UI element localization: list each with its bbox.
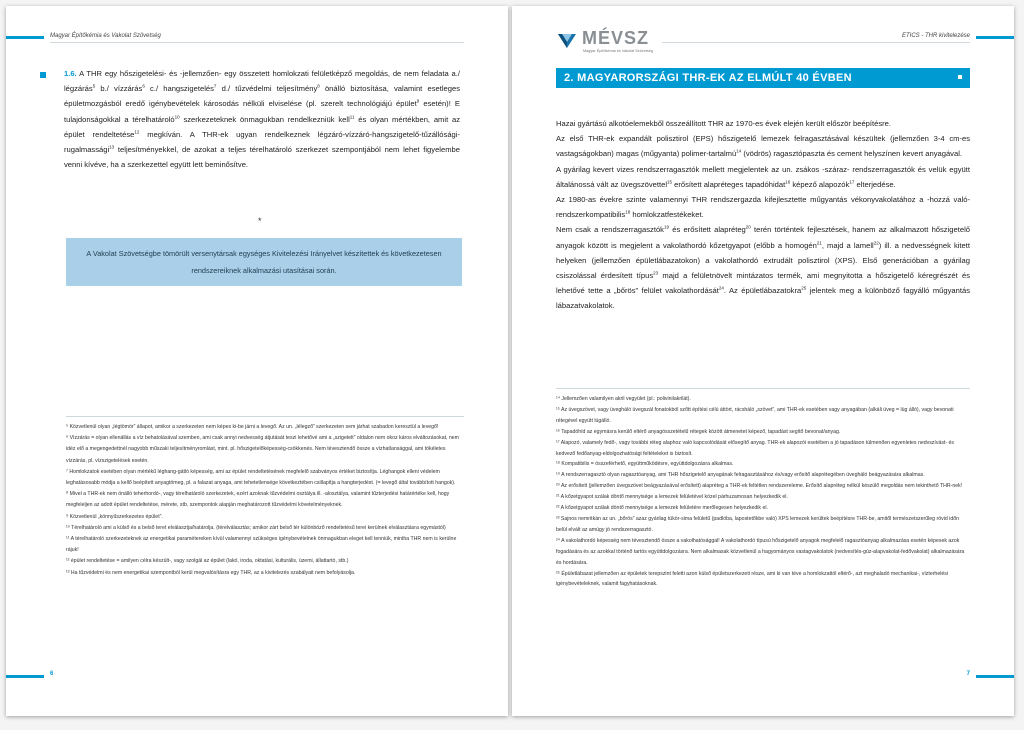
footnote-ref: 11 <box>349 114 355 120</box>
footnote: ¹⁸ Kompatibilis = összeférhető, együttműködésre, együttdolgozásra alkalmas. <box>556 461 734 468</box>
text-run: c./ hangszigetelés <box>144 84 214 94</box>
text-run: (vödrös) ragasztópaszta és cement helyszínen kevert anyagával. <box>741 149 963 159</box>
header-accent-bar <box>6 36 44 39</box>
paragraph-marker-icon <box>40 72 46 78</box>
right-body-text <box>556 116 970 314</box>
footnote: ²⁴ A vakolathordó képesség nem tévesztendő össze a vakolhatósággal! A vakolathordó típusú hőszigetelő anyagok megfelelő ragasztóanyag alkalmazása esetén képesek azok fogadására és az azokkal történő tartós együttdolgozásra. Nem alkalmasak közvetlenül a hagyományos vastagvakolatok (nedvesítés-gúz-alapvakolat-fedővakolat) alkalmazására és hordására. <box>556 537 965 566</box>
text-run: majd a felületnövelt mintázatos termék, ami megnyitotta a hőszigetelő kéregrészét és lehetővé tette a „bőrös” felület vakolathordását <box>556 271 970 296</box>
text-run: Az 1980-as évekre szinte valamennyi THR rendszergazda kifejlesztette műgyantás vékonyvakolatához a -hozzá való- rendszerkompatibilis <box>556 195 970 220</box>
footnote-divider <box>66 416 464 417</box>
footnote-ref: 24 <box>718 285 724 291</box>
footnote: ¹⁰ Térelhatároló ami a külső és a belső teret elválasztja/határolja. (térelválasztás; amikor zárt belső tér különböző rendeltetésű terei kerülnek elválasztásra egymástól) <box>66 524 446 531</box>
footnote-ref: 19 <box>663 224 669 230</box>
footnote-ref: 18 <box>625 209 631 215</box>
text-run: jelentek meg a különböző fagyálló műgyantás lábazatvakolatok. <box>556 286 970 311</box>
text-run: b./ vízzárás <box>95 84 143 94</box>
section-title-text: 2. MAGYARORSZÁGI THR-EK AZ ELMÚLT 40 ÉVBEN <box>564 72 852 84</box>
section-title <box>556 68 970 88</box>
footnote-ref: 7 <box>213 83 217 89</box>
footnote-divider <box>556 388 970 389</box>
right-header-title: ETICS - THR kivitelezése <box>901 33 970 39</box>
text-run: ) ill. a nedvességnek kitett helyeken (jellemzően épületlábazatokon) a vakolathordó extrudált polisztirol (XPS). Első generációban a gyárilag csiszolással érdesített típus <box>556 240 970 281</box>
text-run: terén történtek fejlesztések, hanem az alkalmazott hőszigetelő anyagok között is megjelent a vakolathordó kőzetgyapot (előbb a homogén <box>556 225 970 250</box>
body-paragraph <box>556 116 970 131</box>
footnote-ref: 15 <box>667 179 673 185</box>
footnote: ²² A kőzetgyapot szálak döntő mennyisége a lemezek felületére merőlegesen helyezkedik el. <box>556 505 768 512</box>
footnote: ⁹ Közvetlenül „könnyűszerkezetes épület”. <box>66 513 163 520</box>
footnote: ⁸ Mivel a THR-ek nem önálló teherhordó-, vagy térelhatároló szerkezetek, ezért azoknak tűzvédelmi osztálya ill. -alosztálya, valamint tűzterjedési határértéke kell, hogy megfeleljen az adott épület rendeltetése, mérete, stb. szempontok alapján meghatározott tűzvédelmi követelményeknek. <box>66 491 450 509</box>
footnote: ¹⁹ A rendszerragasztó olyan ragasztóanyag, ami THR hőszigetelő anyagának felragasztásához és/vagy erősítő alaprétegében üvegháló beágyazására alkalmas. <box>556 472 925 479</box>
text-run: A THR egy hőszigetelési- és -jellemzően- egy összetett homlokzati felületképző megoldás, de nem feladata a./ légzárás <box>64 69 460 94</box>
text-run: d./ tűzvédelmi teljesítmény <box>216 84 318 94</box>
footnote-ref: 9 <box>416 98 420 104</box>
left-header-title: Magyar Építőkémia és Vakolat Szövetség <box>50 33 161 39</box>
left-page <box>6 6 508 716</box>
footnote: ⁵ Közvetlenül olyan „légtömör” állapot, amikor a szerkezeten nem képes ki-be járni a levegő. Az un. „lélegző” szerkezeten sem járhat szabadon keresztül a levegő! <box>66 424 439 430</box>
text-run: . Az épületlábazatokra <box>723 286 802 296</box>
text-run: Az első THR-ek expandált polisztirol (EPS) hőszigetelő lemezek felragasztásával készültek (jellemzően 3-4 cm-es vastagságokban) magas (műgyanta) polimer-tartalmú <box>556 134 970 159</box>
footnote: ¹² épület rendeltetése = amilyen célra készült-, vagy szolgál az épület (lakó, iroda, oktatási, kulturális, üzemi, állattartó, stb.) <box>66 558 349 565</box>
footnote-ref: 22 <box>873 240 879 246</box>
text-run: homlokzatfestékeket. <box>630 210 704 220</box>
footer-accent-bar <box>976 675 1014 678</box>
info-callout: A Vakolat Szövetségbe tömörült versenytársak egységes Kivitelezési Irányelvet készítettek és következetesen rendszereiknek alkalmazási utasításai során. <box>66 238 462 286</box>
paragraph-number: 1.6. <box>64 69 77 78</box>
header-accent-bar <box>976 36 1014 39</box>
mevsz-logo-icon <box>556 30 578 52</box>
footnote: ²⁰ Az erősített (jellemzően üvegszövet beágyazásával erősített) alapréteg a THR-ek feltétlen rendszereleme. Erősítő alapréteg nélkül készülő megoldás nem tekinthető THR-nek! <box>556 483 963 490</box>
footnote: ¹³ Ha tűzvédelmi és nem energetikai szempontból kerül megvalósításra egy THR, az a kivitelezés szabályait nem befolyásolja. <box>66 569 356 576</box>
text-run: , majd a lamell <box>821 240 874 250</box>
text-run: és erősített alapréteg <box>669 225 746 235</box>
header-divider <box>662 42 970 43</box>
header-divider <box>50 42 464 43</box>
logo-text: MÉVSZ <box>582 28 650 48</box>
footnote-ref: 20 <box>745 224 751 230</box>
page-number: 6 <box>50 671 54 677</box>
text-run: Nem csak a rendszerragasztók <box>556 225 664 235</box>
footnote-ref: 8 <box>317 83 320 89</box>
footnote: ¹⁷ Alapozó, valamely fedő-, vagy további réteg alaphoz való kapcsolódását elősegítő anyag. THR-ek alapozói esetében a jó tapadáson túlmenően egyenletes nedvszívást- és kedvező fedőanyag-eldolgozhatósági feltételeket is biztosít. <box>556 439 955 457</box>
page-number: 7 <box>966 671 970 677</box>
section-marker-icon <box>958 75 962 79</box>
body-paragraph <box>556 192 970 222</box>
footnote: ¹¹ A térelhatároló szerkezeteknek az energetikai paramétereken kívül valamennyi szükséges igénybevételnek önmagukban eleget kell tenniük, mintha THR nem is kerülne rájuk! <box>66 536 457 554</box>
footnote-ref: 13 <box>109 144 115 150</box>
text-run: önálló biztosítása, valamint esetleges épületmozgásból eredő igénybevételek károsodás nélküli elviselése (pl. szerelt technológiájú épület <box>64 84 460 109</box>
footnote-ref: 12 <box>134 129 140 135</box>
text-run: megkíván. A THR-ek ugyan rendelkeznek légzáró-vízzáró-hangszigetelő-tűzállósági-rugalmassági <box>64 129 460 155</box>
body-paragraph <box>556 162 970 192</box>
body-paragraph <box>556 222 970 313</box>
footnote: ⁶ Vízzárás = olyan ellenállás a víz behatolásával szemben, ami csak annyi nedvesség átjutását teszi lehetővé ami a „szigetelt” oldalon nem okoz káros elváltozásokat, nem idéz elő a megengedettnél nagyobb műszaki teljesítményromlást, mint. pl. hőszigetelőképesség-csökkenés. Nem tévesztendő össze a vízhatlansággal, ami tökéletes vízzárás, pl. vízszigetelések esetén. <box>66 435 459 464</box>
footnote: ¹⁶ Tapadóhíd az egymásra kerülő eltérő anyagösszetételű rétegek között átmenetet képező, tapadást segítő bevonat/anyag. <box>556 428 841 435</box>
footnote-ref: 6 <box>142 83 145 89</box>
text-run: A gyárilag kevert vizes rendszerragasztók mellett megjelentek az un. zsákos -száraz- rendszerragasztók és velük együtt általánossá vált az üvegszövettel <box>556 164 970 189</box>
footnote-ref: 10 <box>174 114 180 120</box>
text-run: teljesítményekkel, de azokat a teljes térelhatároló szerkezet szempontjából nem lehet figyelembe venni kívéve, ha a szerkezettel együtt lett beminősítve. <box>64 145 460 170</box>
footnote-ref: 25 <box>801 285 807 291</box>
body-paragraph <box>556 131 970 161</box>
text-run: képező alapozók <box>790 179 850 189</box>
right-footnotes <box>556 394 970 590</box>
text-run: esetén)! E tulajdonságokkal a térelhatároló <box>64 99 460 124</box>
footnote-ref: 17 <box>849 179 855 185</box>
footnote-ref: 5 <box>92 83 96 89</box>
footnote-ref: 23 <box>653 270 659 276</box>
text-run: és olyan mértékben, amit az épület rendeltetése <box>64 114 461 139</box>
text-run: elterjedése. <box>854 179 896 189</box>
footnote: ¹⁴ Jellemzően valamilyen akril vegyület (pl.: polivinilakrilát). <box>556 396 691 402</box>
left-footnotes <box>66 422 464 579</box>
footnote: ²¹ A kőzetgyapot szálak döntő mennyisége a lemezek felületével közel párhuzamosan helyezkedik el. <box>556 494 788 501</box>
footnote: ¹⁵ Az üvegszövet, vagy üvegháló üvegszál fonatokból szőtt építési célú áttört, rácsháló „szövet”, ami THR-ek esetében vagy anyagában (alkáli üveg = lúg álló), vagy bevonati rétegével együtt lúgálló. <box>556 406 954 424</box>
footnote: ²⁵ Épületlábazat jellemzően az épületek terepszint feletti azon külső épületszerkezeti része, ami ki van téve a homlokzattól eltérő-, azt meghaladó mechanikai-, vízterhelési igénybevételeknek, valamit fagyhatásoknak. <box>556 570 948 588</box>
footer-accent-bar <box>6 675 44 678</box>
footnote-ref: 21 <box>816 240 822 246</box>
logo-subtitle: Magyar Építőkémia és Vakolat Szövetség <box>583 49 653 53</box>
footnote: ⁷ Homlokzatok esetében olyan mértékű léghang-gátló képesség, ami az épület rendeltetésének megfelelő szabványos értéket biztosítja. Léghangok elleni védelem leghatásosabb módja a kellő beépített anyagtömeg, pl. a falazat anyaga, ami tehetetlensége következtében csillapítja a hangterjedést. (= levegő által továbbított hangok). <box>66 468 456 487</box>
text-run: szerkezeteknek önmagukban rendelkezniük kell <box>179 114 350 124</box>
footnote-ref: 16 <box>785 179 791 185</box>
footnote-ref: 14 <box>736 148 742 154</box>
text-run: Hazai gyártású alkotóelemekből összeállított THR az 1970-es évek elején került először beépítésre. <box>556 119 892 128</box>
left-paragraph <box>64 66 460 172</box>
asterisk-divider: * <box>258 216 262 226</box>
footnote: ²³ Sajnos nemritkán az un. „bőrös” azaz gyárilag tükör-sima felületű (padlóba, lapostetőkbe való) XPS lemezek kerültek beépítésre THR-be, amitől természetszerűleg rövid időn belül elvált az amúgy jó rendszerragasztó. <box>556 515 959 533</box>
right-page <box>512 6 1014 716</box>
text-run: erősített alapréteges tapadóhidat <box>672 179 786 189</box>
